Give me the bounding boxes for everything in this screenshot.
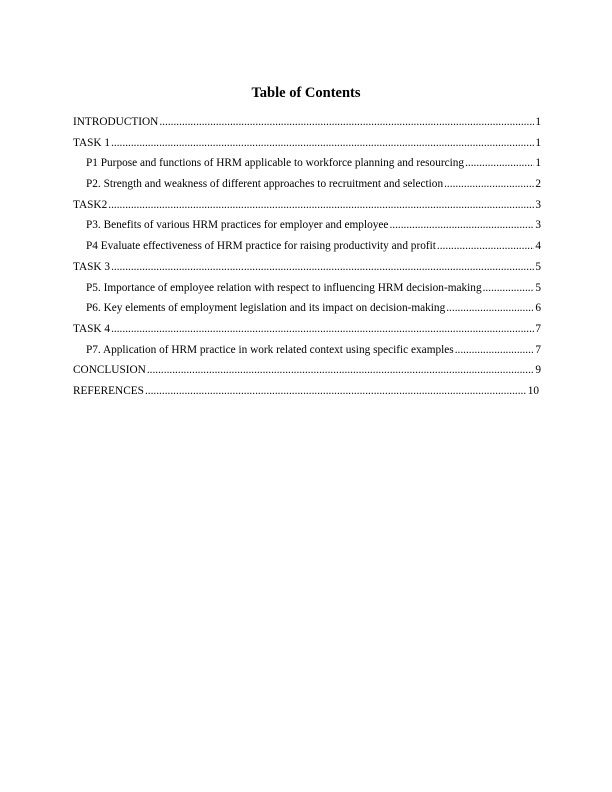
toc-dot-leader <box>483 278 535 299</box>
toc-page-number: 1 <box>535 136 541 149</box>
toc-dot-leader <box>108 195 534 216</box>
toc-entry-task-3[interactable] <box>73 257 541 278</box>
toc-page-number: 3 <box>535 219 541 232</box>
toc-page-number: 2 <box>535 178 541 191</box>
toc-entry-task-2[interactable] <box>73 195 541 216</box>
toc-page-number: 5 <box>535 260 541 273</box>
toc-page-number: 6 <box>535 302 541 315</box>
toc-entry-p6[interactable] <box>73 298 541 319</box>
toc-entry-text: P2. Strength and weakness of different approaches to recruitment and selection <box>86 178 444 191</box>
toc-dot-leader <box>444 174 534 195</box>
toc-entry-p3[interactable] <box>73 215 541 236</box>
toc-dot-leader <box>111 257 534 278</box>
toc-list <box>73 112 541 402</box>
toc-page-number: 10 <box>527 384 539 397</box>
toc-entry-conclusion[interactable] <box>73 360 541 381</box>
toc-dot-leader <box>111 133 534 154</box>
toc-dot-leader <box>465 153 534 174</box>
toc-dot-leader <box>389 215 534 236</box>
toc-page-number: 1 <box>535 157 541 170</box>
toc-dot-leader <box>437 236 534 257</box>
toc-dot-leader <box>159 112 534 133</box>
toc-page-number: 3 <box>535 198 541 211</box>
toc-entry-text: P3. Benefits of various HRM practices for employer and employee <box>86 219 389 232</box>
toc-entry-text: TASK 3 <box>73 260 111 273</box>
toc-entry-p4[interactable] <box>73 236 541 257</box>
toc-entry-text: CONCLUSION <box>73 364 146 377</box>
toc-entry-task-4[interactable] <box>73 319 541 340</box>
toc-entry-text: TASK 4 <box>73 322 111 335</box>
toc-entry-p5[interactable] <box>73 278 541 299</box>
toc-entry-p2[interactable] <box>73 174 541 195</box>
toc-title: Table of Contents <box>251 85 361 101</box>
toc-entry-p1[interactable] <box>73 153 541 174</box>
toc-entry-references[interactable] <box>73 381 539 402</box>
toc-dot-leader <box>147 360 535 381</box>
toc-dot-leader <box>111 319 534 340</box>
toc-entry-introduction[interactable] <box>73 112 541 133</box>
toc-entry-text: P4 Evaluate effectiveness of HRM practice for raising productivity and profit <box>86 240 436 253</box>
toc-page-number: 1 <box>535 116 541 128</box>
toc-entry-text: REFERENCES <box>73 384 144 397</box>
toc-entry-text: INTRODUCTION <box>73 116 159 128</box>
toc-dot-leader <box>145 381 527 402</box>
toc-page-number: 9 <box>535 364 541 377</box>
toc-entry-task-1[interactable] <box>73 133 541 154</box>
toc-entry-text: TASK 1 <box>73 136 111 149</box>
toc-page-number: 7 <box>535 322 541 335</box>
toc-entry-p7[interactable] <box>73 340 541 361</box>
toc-entry-text: P7. Application of HRM practice in work related context using specific examples <box>86 343 454 356</box>
toc-page-number: 7 <box>535 343 541 356</box>
toc-entry-text: P1 Purpose and functions of HRM applicable to workforce planning and resourcing <box>86 157 465 170</box>
toc-entry-text: TASK2 <box>73 198 108 211</box>
toc-dot-leader <box>446 298 534 319</box>
toc-page-number: 4 <box>535 240 541 253</box>
toc-entry-text: P6. Key elements of employment legislation and its impact on decision-making <box>86 302 446 315</box>
toc-page-number: 5 <box>535 281 541 294</box>
toc-entry-text: P5. Importance of employee relation with respect to influencing HRM decision-making <box>86 281 482 294</box>
toc-dot-leader <box>455 340 535 361</box>
